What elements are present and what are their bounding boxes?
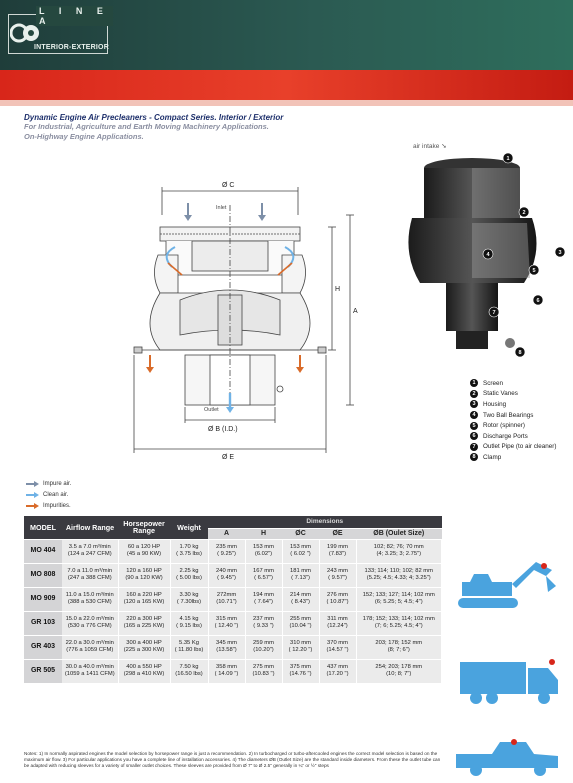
airflow-cell-line: 7.0 a 11.0 m³/min: [67, 567, 113, 574]
intro-block: [24, 113, 384, 142]
dim-h-cell-line: (10.83 "): [252, 671, 275, 677]
dim-b-cell-line: (6; 5.25; 5; 4.5; 4"): [374, 599, 423, 605]
table-row: [24, 539, 442, 563]
legend-item: [470, 420, 570, 431]
weight-cell-line: ( 11.80 lbs): [174, 647, 204, 653]
dim-h-cell-line: 167 mm: [253, 567, 274, 574]
dim-c-cell-line: 255 mm: [290, 615, 311, 622]
dim-c-cell-line: 153 mm: [290, 543, 311, 550]
dim-h-cell: [245, 587, 282, 611]
col-c: ØC: [282, 528, 319, 539]
table-row: [24, 563, 442, 587]
dim-h-cell-line: ( 6.57"): [254, 575, 273, 581]
dim-c-cell-line: 214 mm: [290, 591, 311, 598]
airflow-cell: [62, 635, 118, 659]
weight-cell-line: 5.35 Kg: [179, 639, 199, 646]
dim-e-cell-line: (12.24"): [327, 623, 348, 629]
svg-text:1: 1: [506, 156, 510, 162]
weight-cell-line: 2.25 kg: [179, 567, 199, 574]
legend-item: [470, 399, 570, 410]
dim-c-cell-line: ( 8.43"): [291, 599, 310, 605]
dim-b-cell-line: (10; 8; 7"): [386, 671, 412, 677]
horsepower-cell-line: (225 a 300 KW): [123, 647, 165, 653]
col-e: ØE: [319, 528, 356, 539]
legend-label: Screen: [483, 379, 503, 387]
dim-a-cell-line: ( 14.09 "): [214, 671, 239, 677]
dim-b-cell-line: (4; 3.25; 3; 2.75"): [376, 551, 422, 557]
legend-label: Two Ball Bearings: [483, 411, 534, 419]
model-cell-line: GR 505: [30, 667, 56, 675]
dim-e-cell-line: (17.20 "): [326, 671, 349, 677]
dim-a-cell: [208, 659, 245, 683]
dim-a-cell-line: 345 mm: [216, 639, 237, 646]
dim-b-cell: [356, 611, 442, 635]
horsepower-cell-line: 400 a 550 HP: [126, 663, 162, 670]
dim-a-cell: [208, 635, 245, 659]
dim-a-cell: [208, 587, 245, 611]
model-cell: [24, 539, 62, 563]
parts-legend: [470, 378, 570, 463]
red-band: [0, 70, 573, 100]
weight-cell-line: 3.30 kg: [179, 591, 199, 598]
airflow-cell-line: 11.0 a 15.0 m³/min: [65, 591, 114, 598]
legend-item: [470, 410, 570, 421]
col-airflow: Airflow Range: [62, 516, 118, 539]
dim-b-cell-line: (8; 7; 6"): [387, 647, 410, 653]
dim-a-label: A: [353, 308, 358, 315]
weight-cell: [170, 611, 208, 635]
footnotes: Notes: 1) In normally aspirated engines the model selection by horsepower range is just a recommendation. 2) In turbocharged or turbo-aftercooled engines the correct model selection is based on the maximum air flow. 3) For particular applications you have a complete line of installation accessories. 4) The diameters ØB (Outlet Size) are the standard inside diameters. From these the outlet tube can be adapted with reducing sleeves for a variety of smaller outlet choices. These sleeves are provided from Ø 7" to Ø 2.5" generally in ¼" or ½" steps: [24, 751, 441, 768]
airflow-cell: [62, 611, 118, 635]
dim-c-cell: [282, 659, 319, 683]
dim-e-cell: [319, 611, 356, 635]
dim-c-cell: [282, 539, 319, 563]
dim-b-cell: [356, 539, 442, 563]
dim-e-cell-line: 199 mm: [327, 543, 348, 550]
dim-b-cell-line: 203; 178; 152 mm: [375, 639, 423, 646]
dim-b-cell-line: 254; 203; 178 mm: [375, 663, 423, 670]
precleaner-cutaway-image: [402, 148, 570, 360]
dim-b-cell: [356, 563, 442, 587]
flow-key-item: [26, 500, 146, 511]
excavator-icon: [452, 552, 564, 614]
horsepower-cell-line: 160 a 220 HP: [126, 591, 162, 598]
weight-cell: [170, 659, 208, 683]
weight-cell: [170, 539, 208, 563]
dim-h-cell-line: ( 9.33 "): [253, 623, 274, 629]
dim-a-cell-line: 272mm: [216, 591, 237, 598]
model-cell: [24, 563, 62, 587]
dim-a-cell-line: 358 mm: [216, 663, 237, 670]
airflow-cell-line: (124 a 247 CFM): [67, 551, 112, 557]
intro-line-2: On-Highway Engine Applications.: [24, 132, 144, 141]
model-cell: [24, 611, 62, 635]
dim-b-cell-line: 152; 133; 127; 114; 102 mm: [362, 591, 435, 598]
weight-cell-line: (16.50 lbs): [175, 671, 203, 677]
dim-h-cell-line: (10.20"): [253, 647, 274, 653]
airflow-cell-line: 3.5 a 7.0 m³/min: [68, 543, 111, 550]
svg-text:5: 5: [532, 268, 536, 274]
horsepower-cell-line: 120 a 160 HP: [126, 567, 162, 574]
airflow-cell-line: 15.0 a 22.0 m³/min: [65, 615, 114, 622]
dim-a-cell-line: (13.58"): [216, 647, 237, 653]
horsepower-cell-line: (120 a 165 KW): [123, 599, 165, 605]
linea-logo: [8, 8, 113, 56]
dim-h-cell: [245, 611, 282, 635]
dim-c-cell-line: (14.76 "): [289, 671, 312, 677]
weight-cell-line: 7.50 kg: [179, 663, 199, 670]
weight-cell-line: 4.15 kg: [179, 615, 199, 622]
dim-c-cell: [282, 635, 319, 659]
dim-e-cell-line: 311 mm: [327, 615, 348, 622]
horsepower-cell: [118, 635, 170, 659]
model-cell: [24, 587, 62, 611]
dim-h-label: H: [335, 286, 341, 293]
horsepower-cell-line: (45 a 90 KW): [126, 551, 162, 557]
spec-table: [24, 516, 442, 684]
flow-key: [26, 478, 146, 511]
airflow-cell: [62, 587, 118, 611]
page-title: Dynamic Engine Air Precleaners - Compact Series. Interior / Exterior: [24, 113, 284, 122]
dim-e-cell: [319, 539, 356, 563]
table-row: [24, 659, 442, 683]
dim-h-cell-line: 194 mm: [253, 591, 274, 598]
dim-b-cell: [356, 659, 442, 683]
dim-h-cell-line: ( 7.64"): [254, 599, 273, 605]
horsepower-cell-line: (90 a 120 KW): [125, 575, 163, 581]
dim-e-cell: [319, 587, 356, 611]
dim-h-cell: [245, 635, 282, 659]
airflow-cell-line: 30.0 a 40.0 m³/min: [65, 663, 114, 670]
airflow-cell-line: (776 a 1059 CFM): [66, 647, 114, 653]
dim-c-cell: [282, 611, 319, 635]
svg-text:3: 3: [558, 250, 562, 256]
table-row: [24, 611, 442, 635]
legend-number: 3: [470, 400, 478, 408]
legend-item: [470, 442, 570, 453]
horsepower-cell: [118, 563, 170, 587]
legend-label: Discharge Ports: [483, 432, 528, 440]
dim-h-cell-line: 259 mm: [253, 639, 274, 646]
legend-number: 7: [470, 443, 478, 451]
table-row: [24, 587, 442, 611]
dim-e-cell-line: 437 mm: [327, 663, 348, 670]
legend-label: Clamp: [483, 453, 502, 461]
air-intake-arrow-icon: ➘: [441, 143, 447, 150]
dim-b-cell: [356, 587, 442, 611]
dim-c-cell-line: 310 mm: [290, 639, 311, 646]
dim-c-cell: [282, 563, 319, 587]
impure-air-arrow-icon: [26, 481, 39, 487]
dim-h-cell: [245, 563, 282, 587]
legend-number: 8: [470, 453, 478, 461]
weight-cell: [170, 563, 208, 587]
airflow-cell: [62, 539, 118, 563]
dim-a-cell-line: ( 12.40 "): [214, 623, 239, 629]
legend-number: 4: [470, 411, 478, 419]
pink-strip: [0, 100, 573, 106]
model-cell: [24, 635, 62, 659]
weight-cell-line: ( 3.75 lbs): [176, 551, 202, 557]
horsepower-cell-line: 220 a 300 HP: [126, 615, 162, 622]
dim-e-cell: [319, 563, 356, 587]
dim-e-cell: [319, 635, 356, 659]
legend-item: [470, 378, 570, 389]
dim-h-cell: [245, 539, 282, 563]
legend-number: 2: [470, 390, 478, 398]
horsepower-cell: [118, 587, 170, 611]
flow-key-item: [26, 489, 146, 500]
flow-key-item: [26, 478, 146, 489]
horsepower-cell-line: 60 a 120 HP: [127, 543, 161, 550]
inlet-label: Inlet: [216, 205, 227, 211]
dim-c-cell-line: ( 12.20 "): [288, 647, 313, 653]
dim-b-cell-line: 133; 114; 110; 102; 82 mm: [364, 567, 433, 574]
legend-number: 6: [470, 432, 478, 440]
truck-icon: [456, 652, 564, 708]
model-cell-line: MO 808: [30, 571, 56, 579]
legend-label: Rotor (spinner): [483, 422, 525, 430]
air-intake-text: air intake: [413, 143, 440, 150]
airflow-cell: [62, 659, 118, 683]
dim-h-cell-line: (6.02"): [254, 551, 273, 557]
legend-item: [470, 452, 570, 463]
dim-c-cell-line: (10.04 "): [289, 623, 312, 629]
legend-label: Static Vanes: [483, 390, 518, 398]
dim-e-cell-line: 370 mm: [327, 639, 348, 646]
dim-b-cell-line: 178; 152; 133; 114; 102 mm: [362, 615, 435, 622]
dim-b-cell: [356, 635, 442, 659]
dim-b-label: Ø B (I.D.): [208, 426, 238, 433]
dim-c-cell-line: ( 6.02 "): [290, 551, 311, 557]
weight-cell: [170, 635, 208, 659]
dim-a-cell: [208, 539, 245, 563]
legend-item: [470, 389, 570, 400]
legend-number: 5: [470, 422, 478, 430]
model-cell-line: MO 404: [30, 547, 56, 555]
svg-text:7: 7: [492, 310, 496, 316]
col-model: MODEL: [24, 516, 62, 539]
svg-text:8: 8: [518, 350, 522, 356]
intro-line-1: For Industrial, Agriculture and Earth Moving Machinery Applications.: [24, 122, 269, 131]
dim-a-cell-line: (10.71"): [216, 599, 237, 605]
dim-e-cell-line: ( 9.57"): [328, 575, 347, 581]
horsepower-cell: [118, 611, 170, 635]
dim-c-cell: [282, 587, 319, 611]
airflow-cell: [62, 563, 118, 587]
dim-c-label: Ø C: [222, 182, 235, 189]
dim-e-cell-line: (7.83"): [328, 551, 347, 557]
dim-c-cell-line: ( 7.13"): [291, 575, 310, 581]
col-a: A: [208, 528, 245, 539]
horsepower-cell-line: 300 a 400 HP: [126, 639, 162, 646]
impurities-arrow-icon: [26, 503, 39, 509]
dim-h-cell: [245, 659, 282, 683]
model-cell: [24, 659, 62, 683]
dim-c-cell-line: 375 mm: [290, 663, 311, 670]
weight-cell-line: ( 7.30lbs): [176, 599, 202, 605]
dim-a-cell-line: 315 mm: [216, 615, 237, 622]
legend-number: 1: [470, 379, 478, 387]
logo-word: L I N E A: [36, 6, 113, 26]
table-row: [24, 635, 442, 659]
dim-e-cell-line: ( 10.87"): [326, 599, 349, 605]
col-weight: Weight: [170, 516, 208, 539]
dim-a-cell-line: 235 mm: [216, 543, 237, 550]
dim-e-cell-line: 243 mm: [327, 567, 348, 574]
dim-a-cell-line: 240 mm: [216, 567, 237, 574]
dim-e-cell-line: (14.57 "): [326, 647, 349, 653]
flow-key-label: Impure air.: [43, 480, 72, 487]
horsepower-cell-line: (298 a 410 KW): [123, 671, 165, 677]
airflow-cell-line: (530 a 776 CFM): [67, 623, 112, 629]
airflow-cell-line: (388 a 530 CFM): [67, 599, 112, 605]
svg-text:4: 4: [486, 252, 490, 258]
dim-b-cell-line: (5.25; 4.5; 4.33; 4; 3.25"): [366, 575, 431, 581]
weight-cell-line: 1.70 kg: [179, 543, 199, 550]
table-header-row: [24, 516, 442, 528]
airflow-cell-line: 22.0 a 30.0 m³/min: [65, 639, 114, 646]
dim-a-cell-line: ( 9.25"): [217, 551, 236, 557]
technical-drawing: [120, 175, 380, 475]
dim-e-label: Ø E: [222, 454, 235, 461]
model-cell-line: MO 909: [30, 595, 56, 603]
dim-h-cell-line: 275 mm: [253, 663, 274, 670]
svg-text:2: 2: [522, 210, 526, 216]
horsepower-cell: [118, 659, 170, 683]
pickup-truck-icon: [452, 732, 564, 780]
dim-c-cell-line: 181 mm: [290, 567, 311, 574]
svg-text:6: 6: [536, 298, 540, 304]
weight-cell-line: ( 9.15 lbs): [176, 623, 202, 629]
dim-b-cell-line: 102; 82; 76; 70 mm: [373, 543, 424, 550]
legend-item: [470, 431, 570, 442]
legend-label: Outlet Pipe (to air cleaner): [483, 443, 557, 451]
dim-b-cell-line: (7; 6; 5.25; 4.5; 4"): [374, 623, 423, 629]
dim-h-cell-line: 153 mm: [253, 543, 274, 550]
legend-label: Housing: [483, 400, 507, 408]
weight-cell: [170, 587, 208, 611]
dim-a-cell: [208, 611, 245, 635]
horsepower-cell-line: (165 a 225 KW): [123, 623, 165, 629]
col-h: H: [245, 528, 282, 539]
dim-h-cell-line: 237 mm: [253, 615, 274, 622]
weight-cell-line: ( 5.00 lbs): [176, 575, 202, 581]
airflow-cell-line: (247 a 388 CFM): [67, 575, 112, 581]
horsepower-cell: [118, 539, 170, 563]
model-cell-line: GR 103: [30, 619, 56, 627]
model-cell-line: GR 403: [30, 643, 56, 651]
flow-key-label: Clean air.: [43, 491, 69, 498]
dim-a-cell-line: ( 9.45"): [217, 575, 236, 581]
airflow-cell-line: (1059 a 1411 CFM): [64, 671, 115, 677]
header-banner: [0, 0, 573, 70]
dim-e-cell: [319, 659, 356, 683]
dim-a-cell: [208, 563, 245, 587]
flow-key-label: Impurities.: [43, 502, 71, 509]
clean-air-arrow-icon: [26, 492, 39, 498]
logo-subtitle: INTERIOR-EXTERIOR: [34, 44, 109, 51]
outlet-label: Outlet: [204, 407, 219, 413]
dim-e-cell-line: 276 mm: [327, 591, 348, 598]
col-horsepower: Horsepower Range: [118, 516, 170, 539]
col-b: ØB (Oulet Size): [356, 528, 442, 539]
col-dimensions: Dimensions: [208, 516, 442, 528]
